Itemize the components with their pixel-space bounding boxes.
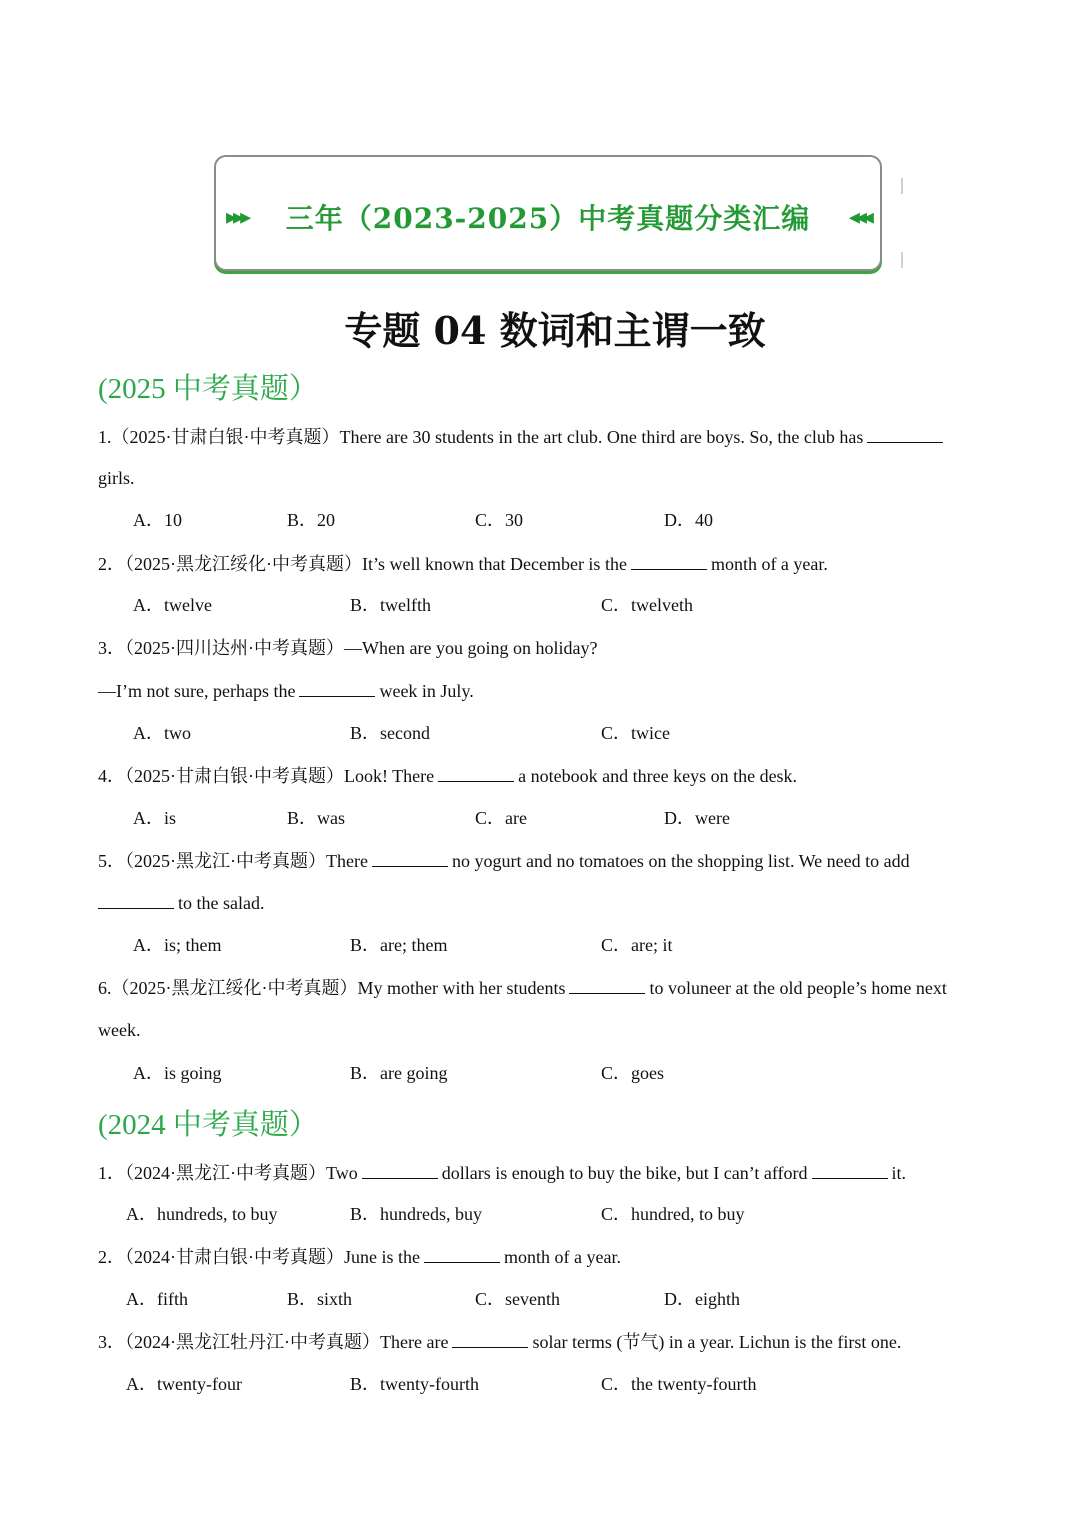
question-2025-3: 3．（2025·四川达州·中考真题）—When are you going on holiday? bbox=[98, 638, 598, 658]
option-a[interactable]: A．hundreds, to buy bbox=[126, 1204, 278, 1224]
question-2024-3: 3．（2024·黑龙江牡丹江·中考真题）There are solar terms (节气) in a year. Lichun is the first one. bbox=[98, 1329, 901, 1354]
option-c[interactable]: C．the twenty-fourth bbox=[601, 1374, 757, 1394]
question-2025-6-cont: week. bbox=[98, 1020, 141, 1040]
question-2025-1-cont: girls. bbox=[98, 468, 135, 488]
option-a[interactable]: A．two bbox=[133, 723, 191, 743]
banner-title: 三年（2023-2025）中考真题分类汇编 bbox=[285, 202, 811, 235]
option-c[interactable]: C．hundred, to buy bbox=[601, 1204, 745, 1224]
option-b[interactable]: B．are; them bbox=[350, 935, 448, 955]
page-title: 专题 04 数词和主谓一致 bbox=[344, 308, 766, 353]
option-b[interactable]: B．twenty-fourth bbox=[350, 1374, 479, 1394]
arrow-left-icon: ◂◂◂ bbox=[848, 204, 870, 230]
option-d[interactable]: D．eighth bbox=[664, 1289, 740, 1309]
question-2025-1: 1.（2025·甘肃白银·中考真题）There are 30 students in the art club. One third are boys. So, the club has bbox=[98, 424, 947, 449]
answer-blank[interactable] bbox=[98, 890, 174, 909]
answer-blank[interactable] bbox=[569, 975, 645, 994]
section-heading-2024: (2024 中考真题） bbox=[98, 1109, 318, 1141]
option-a[interactable]: A．10 bbox=[133, 510, 182, 530]
section-heading-2025: (2025 中考真题） bbox=[98, 373, 318, 405]
divider bbox=[901, 178, 903, 194]
option-c[interactable]: C．twice bbox=[601, 723, 670, 743]
option-c[interactable]: C．seventh bbox=[475, 1289, 560, 1309]
arrow-right-icon: ▸▸▸ bbox=[226, 204, 248, 230]
option-c[interactable]: C．30 bbox=[475, 510, 524, 530]
question-2024-1: 1．（2024·黑龙江·中考真题）Two dollars is enough to buy the bike, but I can’t afford it. bbox=[98, 1160, 906, 1185]
question-2025-3-cont: —I’m not sure, perhaps the week in July. bbox=[98, 678, 474, 703]
question-2025-6: 6.（2025·黑龙江绥化·中考真题）My mother with her students to voluneer at the old people’s home next bbox=[98, 975, 947, 1000]
option-c[interactable]: C．are bbox=[475, 808, 527, 828]
option-c[interactable]: C．twelveth bbox=[601, 595, 693, 615]
option-b[interactable]: B．second bbox=[350, 723, 430, 743]
divider bbox=[901, 252, 903, 268]
option-d[interactable]: D．40 bbox=[664, 510, 713, 530]
option-d[interactable]: D．were bbox=[664, 808, 730, 828]
answer-blank[interactable] bbox=[812, 1160, 888, 1179]
option-a[interactable]: A．fifth bbox=[126, 1289, 188, 1309]
question-2025-2: 2．（2025·黑龙江绥化·中考真题）It’s well known that December is the month of a year. bbox=[98, 551, 828, 576]
question-2024-2: 2．（2024·甘肃白银·中考真题）June is the month of a year. bbox=[98, 1244, 621, 1269]
option-a[interactable]: A．is bbox=[133, 808, 177, 828]
answer-blank[interactable] bbox=[452, 1329, 528, 1348]
question-2025-4: 4．（2025·甘肃白银·中考真题）Look! There a notebook and three keys on the desk. bbox=[98, 763, 797, 788]
option-c[interactable]: C．goes bbox=[601, 1063, 664, 1083]
option-b[interactable]: B．20 bbox=[287, 510, 336, 530]
question-2025-5: 5．（2025·黑龙江·中考真题）There no yogurt and no tomatoes on the shopping list. We need to add bbox=[98, 848, 910, 873]
header-banner bbox=[214, 155, 882, 271]
answer-blank[interactable] bbox=[424, 1244, 500, 1263]
option-c[interactable]: C．are; it bbox=[601, 935, 673, 955]
option-a[interactable]: A．twenty-four bbox=[126, 1374, 242, 1394]
answer-blank[interactable] bbox=[631, 551, 707, 570]
answer-blank[interactable] bbox=[867, 424, 943, 443]
option-b[interactable]: B．sixth bbox=[287, 1289, 353, 1309]
answer-blank[interactable] bbox=[299, 678, 375, 697]
answer-blank[interactable] bbox=[362, 1160, 438, 1179]
option-b[interactable]: B．twelfth bbox=[350, 595, 431, 615]
option-a[interactable]: A．twelve bbox=[133, 595, 212, 615]
option-b[interactable]: B．hundreds, buy bbox=[350, 1204, 482, 1224]
answer-blank[interactable] bbox=[438, 763, 514, 782]
option-a[interactable]: A．is; them bbox=[133, 935, 222, 955]
option-a[interactable]: A．is going bbox=[133, 1063, 222, 1083]
answer-blank[interactable] bbox=[372, 848, 448, 867]
option-b[interactable]: B．are going bbox=[350, 1063, 448, 1083]
question-2025-5-cont: to the salad. bbox=[98, 890, 264, 915]
option-b[interactable]: B．was bbox=[287, 808, 345, 828]
